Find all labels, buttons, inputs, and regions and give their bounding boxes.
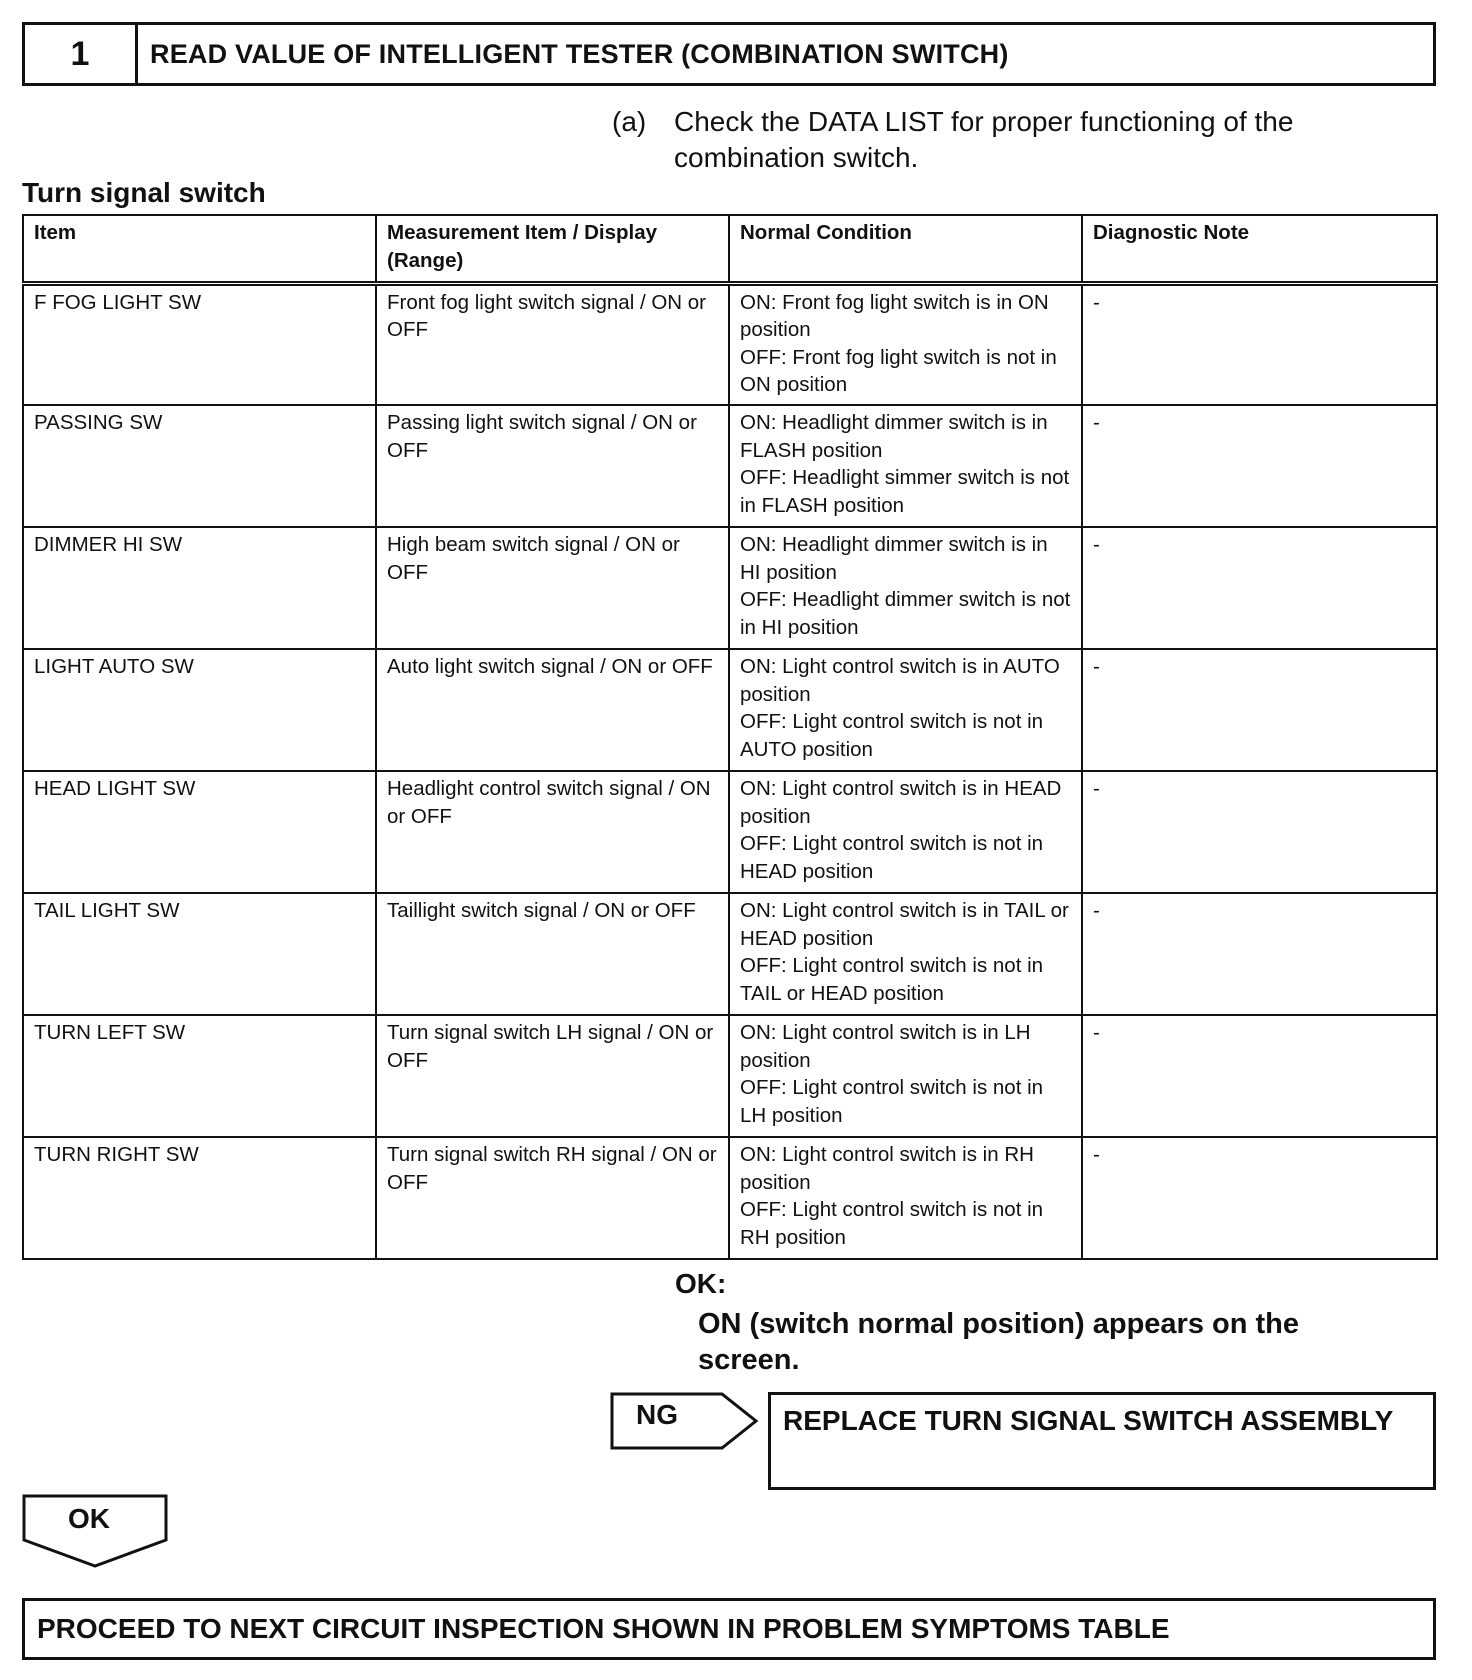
cell-normal-condition (729, 405, 1082, 527)
cell-item: LIGHT AUTO SW (23, 649, 376, 771)
cell-measurement: Turn signal switch RH signal / ON or OFF (376, 1137, 729, 1259)
cell-item: TURN RIGHT SW (23, 1137, 376, 1259)
table-row (23, 405, 1437, 527)
cell-measurement: Headlight control switch signal / ON or OFF (376, 771, 729, 893)
cell-normal-condition (729, 649, 1082, 771)
table-row (23, 1137, 1437, 1259)
table-row (23, 649, 1437, 771)
data-list-table (22, 214, 1438, 1260)
ok-branch-label: OK (68, 1503, 110, 1534)
normal-on-text: ON: Headlight dimmer switch is in HI position (740, 533, 1048, 584)
cell-normal-condition (729, 771, 1082, 893)
ng-arrow-icon (610, 1392, 760, 1450)
cell-measurement: Auto light switch signal / ON or OFF (376, 649, 729, 771)
cell-diagnostic-note: - (1082, 649, 1437, 771)
cell-diagnostic-note: - (1082, 405, 1437, 527)
cell-measurement: Turn signal switch LH signal / ON or OFF (376, 1015, 729, 1137)
step-title: READ VALUE OF INTELLIGENT TESTER (COMBINATION SWITCH) (150, 38, 1009, 69)
cell-item: PASSING SW (23, 405, 376, 527)
cell-measurement: Taillight switch signal / ON or OFF (376, 893, 729, 1015)
table-header-row (23, 215, 1437, 283)
cell-diagnostic-note: - (1082, 527, 1437, 649)
normal-on-text: ON: Light control switch is in HEAD position (740, 777, 1062, 828)
cell-item: HEAD LIGHT SW (23, 771, 376, 893)
cell-normal-condition (729, 1137, 1082, 1259)
header-measurement: Measurement Item / Display (Range) (376, 215, 729, 283)
instruction (612, 104, 1372, 176)
table-row (23, 283, 1437, 405)
ok-condition-text: ON (switch normal position) appears on the screen. (698, 1308, 1299, 1376)
normal-on-text: ON: Front fog light switch is in ON position (740, 290, 1049, 341)
instruction-marker: (a) (612, 106, 647, 137)
table-row (23, 527, 1437, 649)
step-header (22, 22, 1436, 86)
ok-condition-label: OK: (675, 1268, 727, 1299)
step-number: 1 (25, 25, 138, 83)
normal-on-text: ON: Light control switch is in LH position (740, 1021, 1031, 1072)
cell-normal-condition (729, 527, 1082, 649)
cell-normal-condition (729, 893, 1082, 1015)
header-diagnostic-note: Diagnostic Note (1082, 215, 1437, 283)
cell-measurement: Passing light switch signal / ON or OFF (376, 405, 729, 527)
normal-off-text: OFF: Light control switch is not in HEAD position (740, 832, 1044, 883)
table-caption: Turn signal switch (22, 177, 266, 208)
normal-off-text: OFF: Light control switch is not in AUTO position (740, 710, 1044, 761)
normal-on-text: ON: Headlight dimmer switch is in FLASH position (740, 411, 1048, 462)
cell-diagnostic-note: - (1082, 283, 1437, 405)
ng-action-box: REPLACE TURN SIGNAL SWITCH ASSEMBLY (768, 1392, 1436, 1490)
cell-measurement: Front fog light switch signal / ON or OFF (376, 283, 729, 405)
cell-item: TAIL LIGHT SW (23, 893, 376, 1015)
cell-normal-condition (729, 1015, 1082, 1137)
normal-off-text: OFF: Light control switch is not in RH position (740, 1198, 1044, 1249)
cell-diagnostic-note: - (1082, 771, 1437, 893)
normal-off-text: OFF: Light control switch is not in TAIL or HEAD position (740, 954, 1044, 1005)
cell-item: TURN LEFT SW (23, 1015, 376, 1137)
normal-off-text: OFF: Front fog light switch is not in ON position (740, 345, 1057, 396)
table-row (23, 771, 1437, 893)
instruction-text: Check the DATA LIST for proper functioning of the combination switch. (674, 106, 1294, 173)
ok-action-box: PROCEED TO NEXT CIRCUIT INSPECTION SHOWN IN PROBLEM SYMPTOMS TABLE (22, 1598, 1436, 1660)
normal-off-text: OFF: Headlight simmer switch is not in FLASH position (740, 466, 1070, 517)
cell-normal-condition (729, 283, 1082, 405)
cell-item: F FOG LIGHT SW (23, 283, 376, 405)
normal-on-text: ON: Light control switch is in AUTO position (740, 655, 1060, 706)
table-row (23, 1015, 1437, 1137)
normal-on-text: ON: Light control switch is in RH position (740, 1143, 1034, 1194)
table-row (23, 893, 1437, 1015)
header-item: Item (23, 215, 376, 283)
cell-diagnostic-note: - (1082, 893, 1437, 1015)
normal-off-text: OFF: Headlight dimmer switch is not in HI position (740, 588, 1071, 639)
ng-label: NG (636, 1399, 678, 1430)
cell-diagnostic-note: - (1082, 1015, 1437, 1137)
normal-off-text: OFF: Light control switch is not in LH position (740, 1076, 1044, 1127)
header-normal-condition: Normal Condition (729, 215, 1082, 283)
normal-on-text: ON: Light control switch is in TAIL or HEAD position (740, 899, 1069, 950)
cell-diagnostic-note: - (1082, 1137, 1437, 1259)
cell-item: DIMMER HI SW (23, 527, 376, 649)
cell-measurement: High beam switch signal / ON or OFF (376, 527, 729, 649)
